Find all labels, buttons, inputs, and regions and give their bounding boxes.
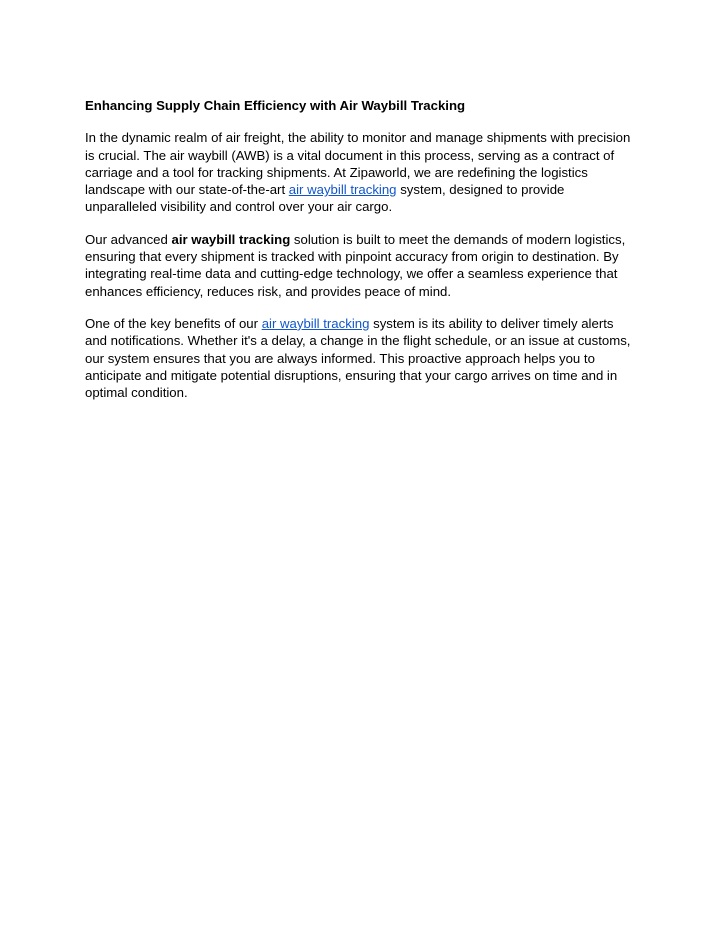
air-waybill-tracking-link-1[interactable]: air waybill tracking: [288, 182, 397, 198]
air-waybill-tracking-link-2[interactable]: air waybill tracking: [261, 315, 370, 331]
air-waybill-tracking-bold: air waybill tracking: [171, 231, 291, 247]
paragraph-benefits-text-start: One of the key benefits of our: [85, 315, 262, 331]
paragraph-intro-text-end: system, designed to provide unparalleled visibility and control over your air cargo.: [85, 182, 565, 215]
paragraph-benefits-text-end: system is its ability to deliver timely alerts and notifications. Whether it's a delay, a change in the flight schedule, or an issue at customs, our system ensures that you are always informed. This proactive approach helps you to anticipate and mitigate potential disruptions, ensuring that your cargo arrives on time and in optimal condition.: [85, 315, 631, 401]
paragraph-intro-text-start: In the dynamic realm of air freight, the ability to monitor and manage shipments with precision is crucial. The air waybill (AWB) is a vital document in this process, serving as a contract of carriage and a tool for tracking shipments. At Zipaworld, we are redefining the logistics landscape with our state-of-the-art: [85, 130, 631, 198]
paragraph-solution: [85, 231, 637, 300]
paragraph-solution-text-start: Our advanced: [85, 231, 172, 247]
document-title: Enhancing Supply Chain Efficiency with Air Waybill Tracking: [85, 98, 466, 113]
paragraph-intro: [85, 129, 637, 215]
paragraph-benefits: [85, 315, 637, 401]
document-body: [85, 97, 637, 416]
paragraph-solution-text-end: solution is built to meet the demands of modern logistics, ensuring that every shipment is tracked with pinpoint accuracy from origin to destination. By integrating real-time data and cutting-edge technology, we offer a seamless experience that enhances efficiency, reduces risk, and provides peace of mind.: [85, 231, 626, 299]
